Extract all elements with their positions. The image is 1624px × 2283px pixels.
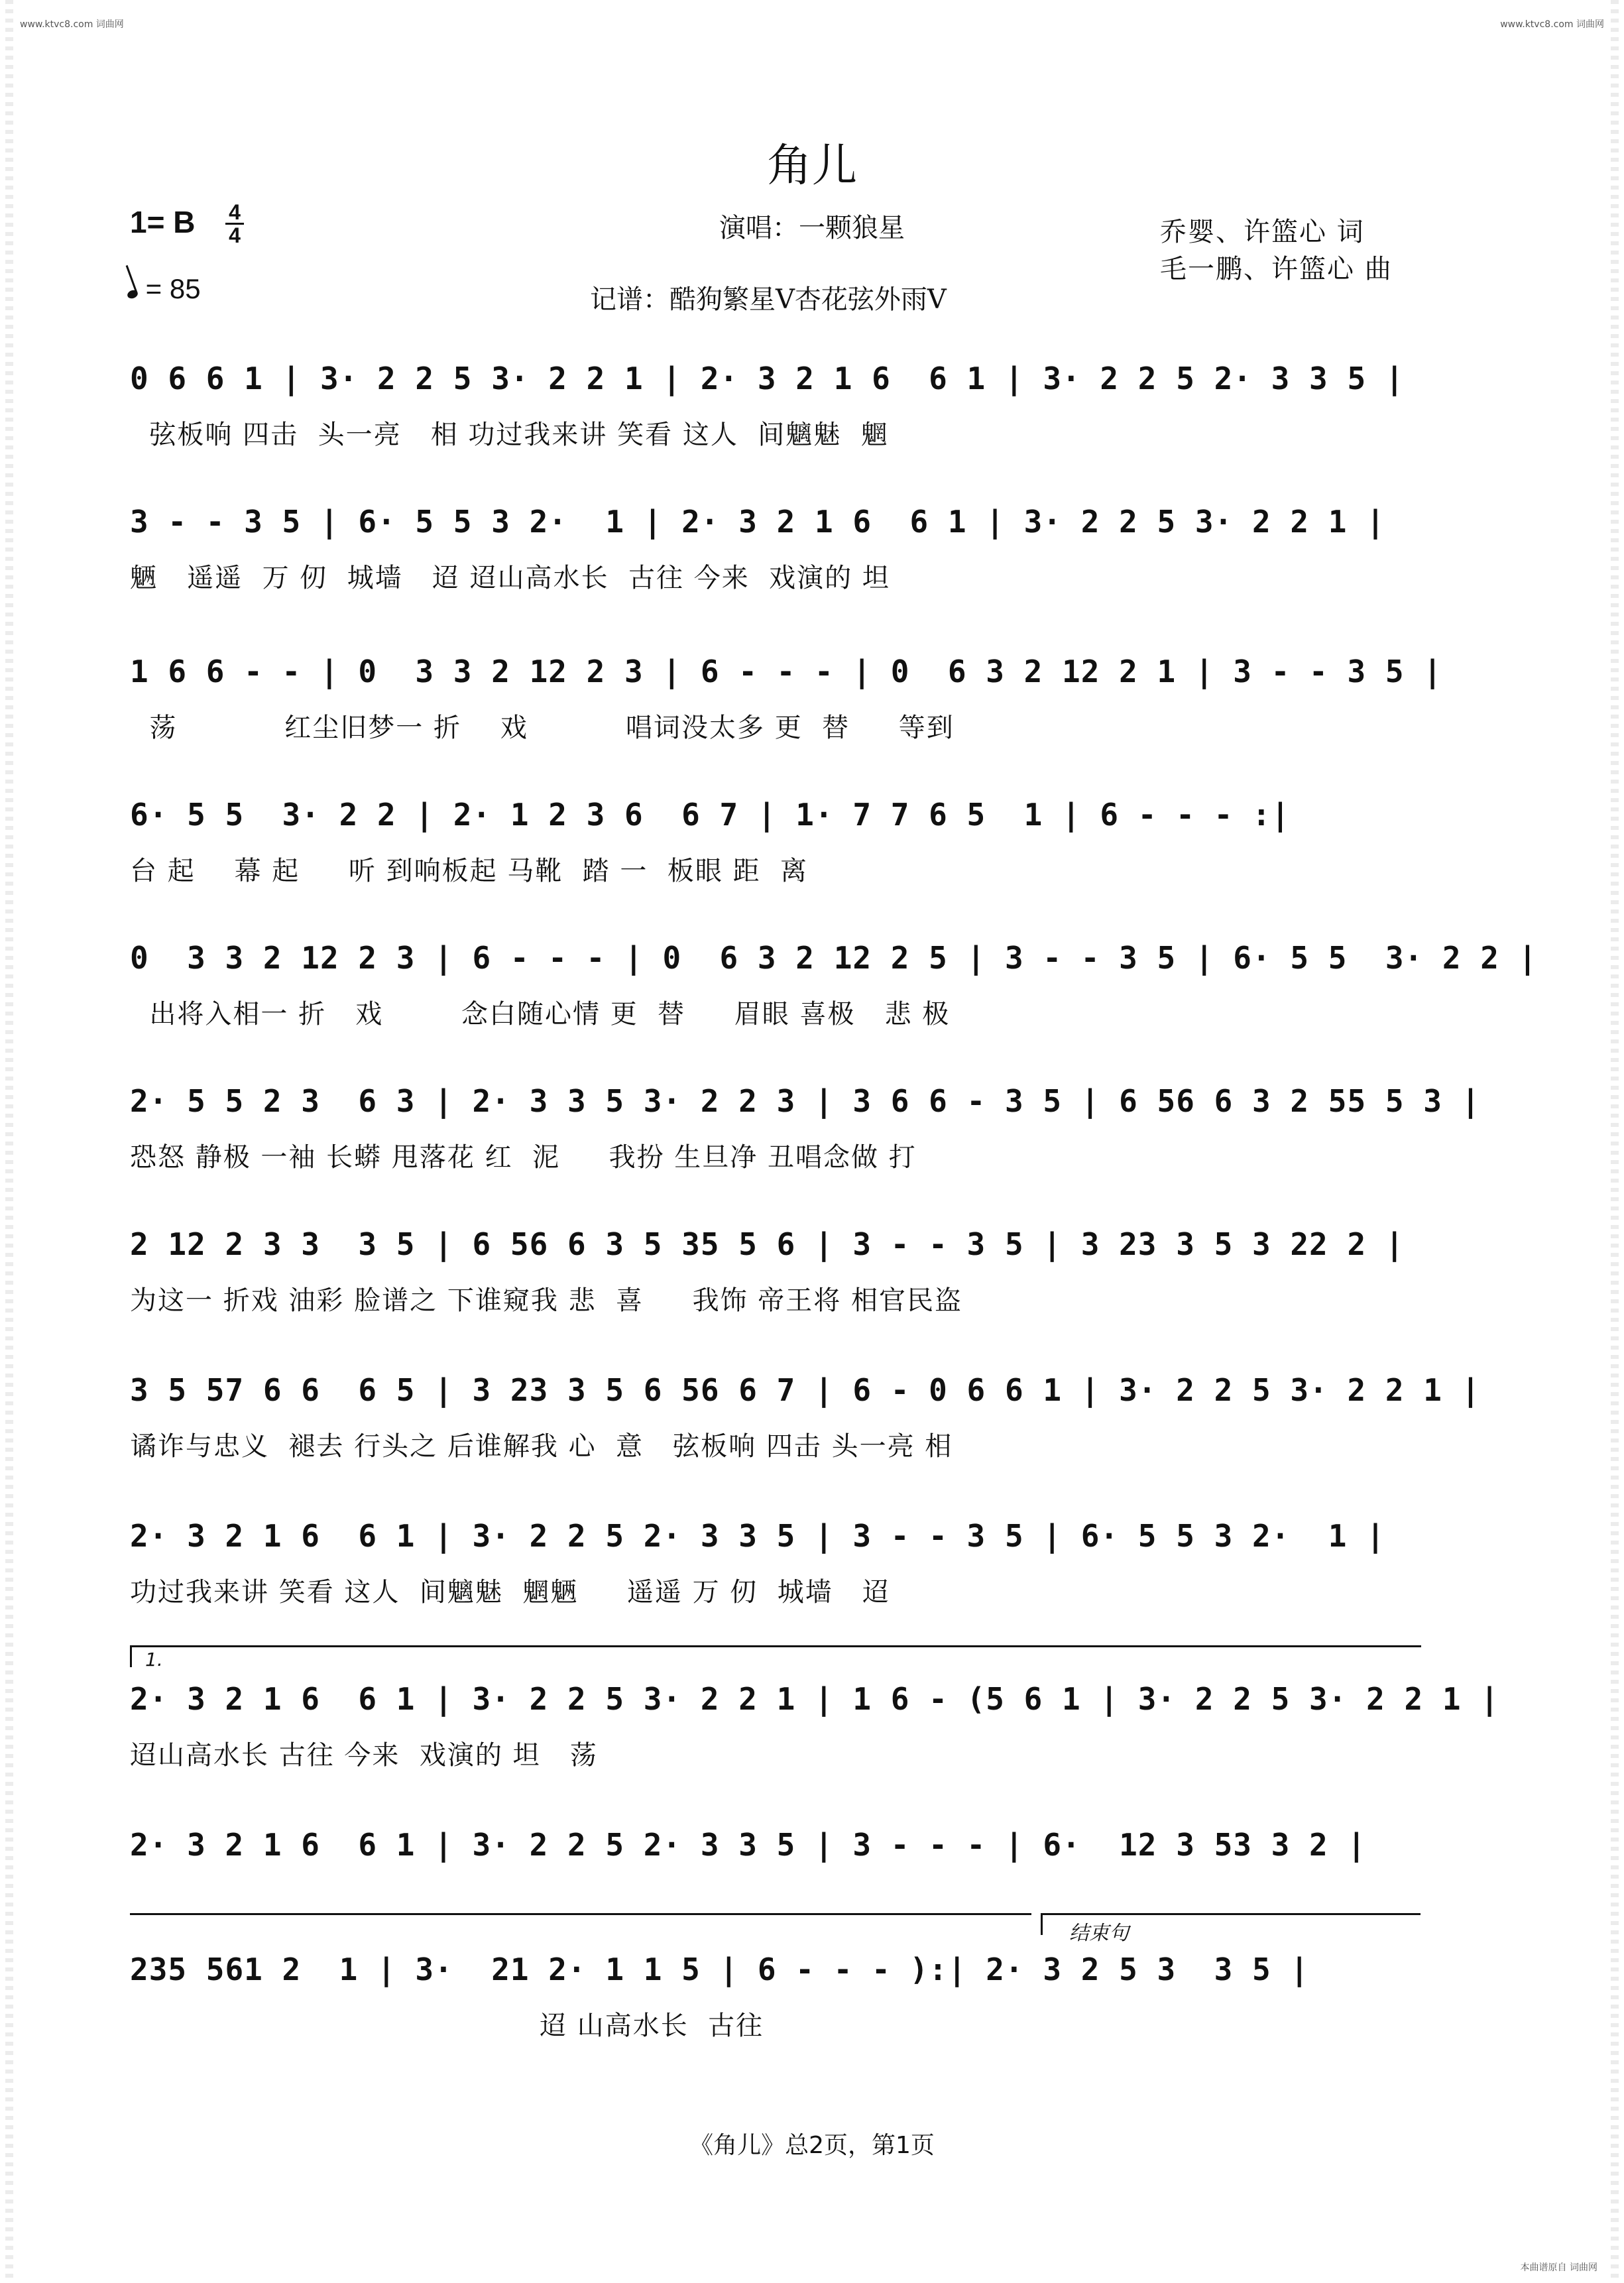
tempo-marking bbox=[127, 273, 201, 305]
time-signature-bottom: 4 bbox=[229, 223, 241, 247]
notation-line: 2· 3 2 1 6 6 1 | 3· 2 2 5 2· 3 3 5 | 3 - - - | 6· 12 3 53 3 2 | bbox=[130, 1827, 1367, 1863]
right-edge-decoration bbox=[1611, 0, 1619, 2283]
first-ending-label: 1. bbox=[145, 1649, 163, 1670]
lyric-line: 台 起 幕 起 听 到响板起 马靴 踏 一 板眼 距 离 bbox=[130, 856, 809, 886]
notation-line: 2 12 2 3 3 3 5 | 6 56 6 3 5 35 5 6 | 3 - - 3 5 | 3 23 3 5 3 22 2 | bbox=[130, 1226, 1405, 1262]
corner-text-left: www.ktvc8.com 词曲网 bbox=[20, 19, 124, 30]
notation-line: 6· 5 5 3· 2 2 | 2· 1 2 3 6 6 7 | 1· 7 7 6 5 1 | 6 - - - :| bbox=[130, 797, 1291, 833]
page-title: 角儿 bbox=[766, 140, 857, 192]
first-ending-bracket bbox=[130, 1645, 1421, 1670]
lyric-line: 为这一 折戏 油彩 脸谱之 下谁窥我 悲 喜 我饰 帝王将 相官民盗 bbox=[130, 1285, 963, 1316]
notation-line: 1 6 6 - - | 0 3 3 2 12 2 3 | 6 - - - | 0 6 3 2 12 2 1 | 3 - - 3 5 | bbox=[130, 654, 1442, 689]
notation-line: 3 5 57 6 6 6 5 | 3 23 3 5 6 56 6 7 | 6 - 0 6 6 1 | 3· 2 2 5 3· 2 2 1 | bbox=[130, 1372, 1481, 1408]
coda-bracket bbox=[1041, 1913, 1421, 1945]
composer-credit: 毛一鹏、许篮心 曲 bbox=[1160, 254, 1393, 284]
lyricist-credit: 乔婴、许篮心 词 bbox=[1160, 217, 1365, 247]
notation-line: 0 6 6 1 | 3· 2 2 5 3· 2 2 1 | 2· 3 2 1 6 6 1 | 3· 2 2 5 2· 3 3 5 | bbox=[130, 361, 1405, 396]
tempo-value: = 85 bbox=[145, 273, 201, 304]
coda-label: 结束句 bbox=[1069, 1922, 1129, 1945]
notation-line: 2· 3 2 1 6 6 1 | 3· 2 2 5 3· 2 2 1 | 1 6 - (5 6 1 | 3· 2 2 5 3· 2 2 1 | bbox=[130, 1681, 1499, 1717]
left-edge-decoration bbox=[5, 0, 13, 2283]
lyric-line: 迢山高水长 古往 今来 戏演的 坦 荡 bbox=[130, 1740, 598, 1771]
lyric-line: 弦板响 四击 头一亮 相 功过我来讲 笑看 这人 间魑魅 魍 bbox=[130, 420, 889, 450]
notation-line: 0 3 3 2 12 2 3 | 6 - - - | 0 6 3 2 12 2 5 | 3 - - 3 5 | 6· 5 5 3· 2 2 | bbox=[130, 940, 1538, 976]
watermark: 本曲谱原自 词曲网 bbox=[1520, 2262, 1597, 2273]
notation-line: 2· 5 5 2 3 6 3 | 2· 3 3 5 3· 2 2 3 | 3 6 6 - 3 5 | 6 56 6 3 2 55 5 3 | bbox=[130, 1083, 1481, 1119]
lyric-line: 出将入相一 折 戏 念白随心情 更 替 眉眼 喜极 悲 极 bbox=[130, 999, 951, 1029]
lyric-line: 荡 红尘旧梦一 折 戏 唱词没太多 更 替 等到 bbox=[130, 713, 955, 743]
lyric-line: 功过我来讲 笑看 这人 间魑魅 魍魉 遥遥 万 仞 城墙 迢 bbox=[130, 1577, 890, 1608]
lyric-line: 谲诈与忠义 褪去 行头之 后谁解我 心 意 弦板响 四击 头一亮 相 bbox=[130, 1431, 953, 1462]
key-signature: 1= B bbox=[130, 205, 196, 239]
notation-line: 3 - - 3 5 | 6· 5 5 3 2· 1 | 2· 3 2 1 6 6 1 | 3· 2 2 5 3· 2 2 1 | bbox=[130, 504, 1385, 540]
page-footer: 《角儿》总2页，第1页 bbox=[689, 2132, 935, 2159]
singer-credit: 演唱：一颗狼星 bbox=[719, 213, 905, 243]
notation-line: 235 561 2 1 | 3· 21 2· 1 1 5 | 6 - - - ):| 2· 3 2 5 3 3 5 | bbox=[130, 1952, 1310, 1987]
transcriber-credit: 记谱：酷狗繁星V杏花弦外雨V bbox=[590, 284, 947, 315]
corner-text-right: www.ktvc8.com 词曲网 bbox=[1500, 19, 1604, 30]
lyric-line: 魉 遥遥 万 仞 城墙 迢 迢山高水长 古往 今来 戏演的 坦 bbox=[130, 563, 890, 593]
lyric-line: 迢 山高水长 古往 bbox=[130, 2011, 764, 2041]
quarter-note-icon bbox=[126, 289, 139, 300]
time-signature-top: 4 bbox=[229, 200, 241, 224]
notation-line: 2· 3 2 1 6 6 1 | 3· 2 2 5 2· 3 3 5 | 3 - - 3 5 | 6· 5 5 3 2· 1 | bbox=[130, 1518, 1385, 1554]
lyric-line: 恐怒 静极 一袖 长蟒 甩落花 红 泥 我扮 生旦净 丑唱念做 打 bbox=[130, 1142, 917, 1173]
system-divider-line bbox=[130, 1913, 1031, 1915]
